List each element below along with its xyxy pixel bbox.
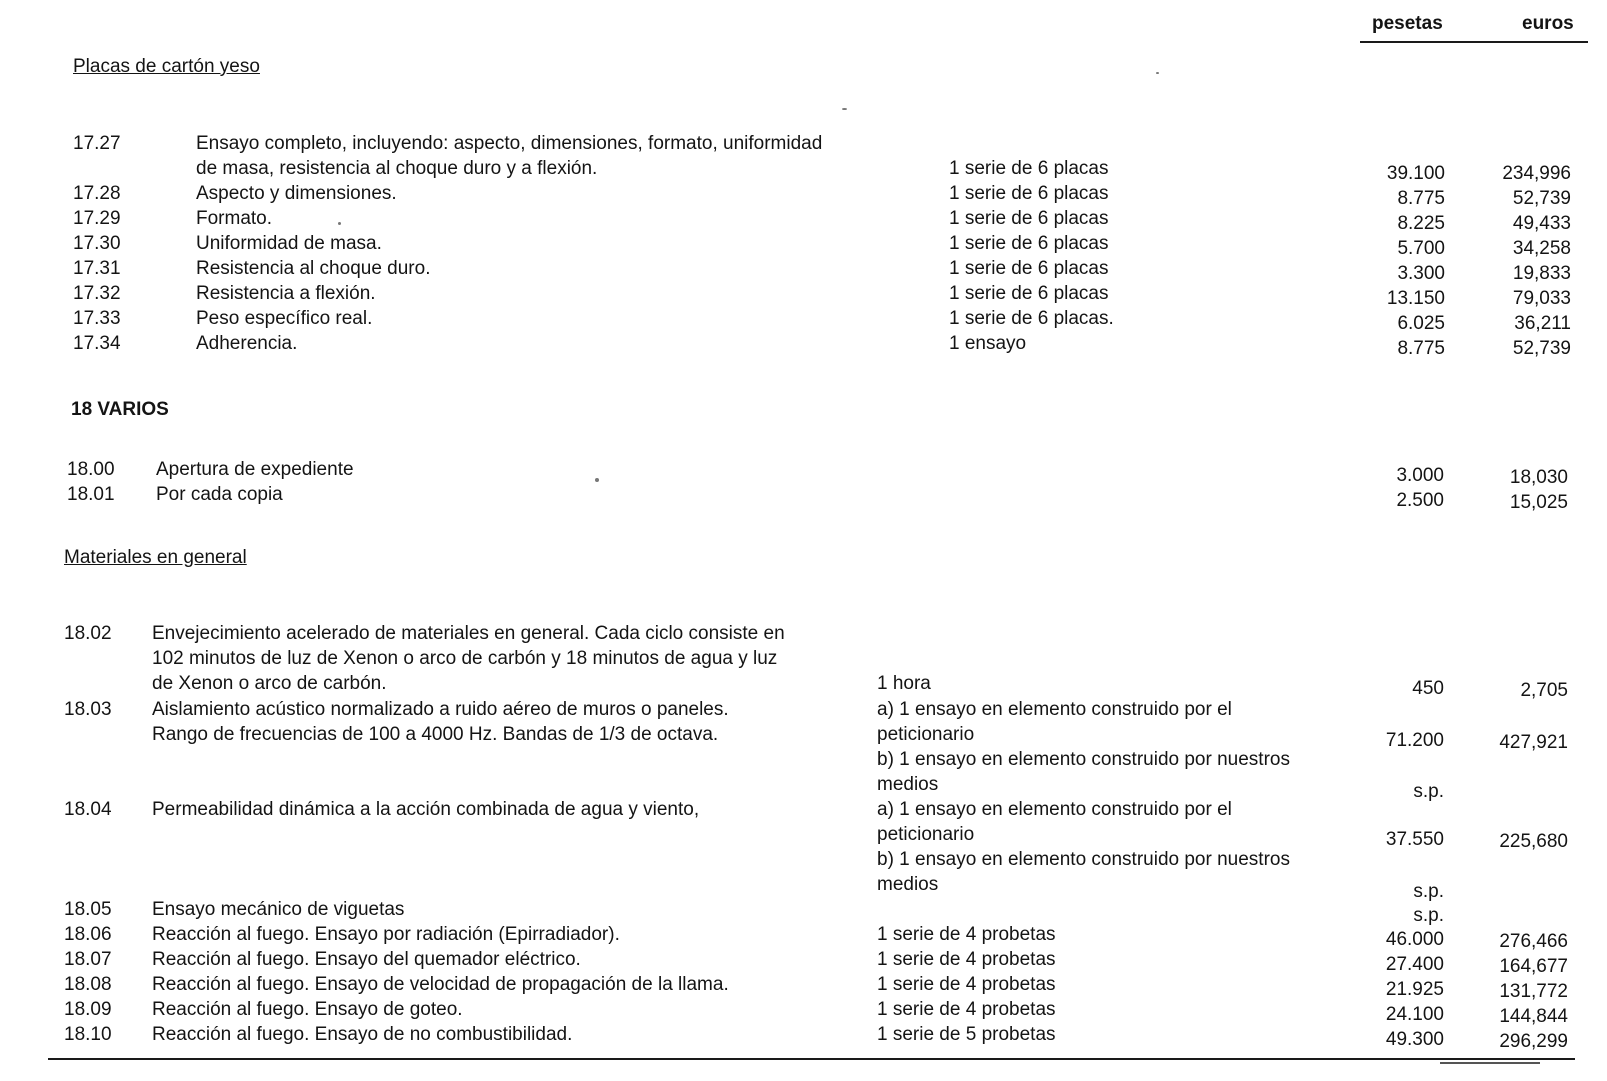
row-description: 102 minutos de luz de Xenon o arco de carbón y 18 minutos de agua y luz (152, 648, 778, 669)
row-euros: 296,299 (1499, 1031, 1568, 1052)
row-unit: b) 1 ensayo en elemento construido por nuestros (877, 749, 1290, 770)
header-rule (1360, 41, 1588, 43)
row-description: Uniformidad de masa. (196, 233, 382, 254)
row-unit: peticionario (877, 724, 975, 745)
row-unit: 1 ensayo (949, 333, 1027, 354)
row-code: 18.00 (67, 459, 115, 480)
row-euros: 15,025 (1509, 492, 1568, 513)
row-pesetas: 49.300 (1385, 1029, 1444, 1050)
row-unit: 1 serie de 6 placas (949, 183, 1109, 204)
row-unit: 1 serie de 4 probetas (877, 999, 1056, 1020)
row-description: Aspecto y dimensiones. (196, 183, 397, 204)
row-euros: 36,211 (1514, 313, 1571, 334)
row-unit: a) 1 ensayo en elemento construido por el (877, 799, 1232, 820)
column-header-pesetas: pesetas (1372, 13, 1443, 34)
row-description: Reacción al fuego. Ensayo de goteo. (152, 999, 463, 1020)
row-code: 18.09 (64, 999, 112, 1020)
row-pesetas: 27.400 (1385, 954, 1444, 975)
row-unit: 1 serie de 4 probetas (877, 974, 1056, 995)
row-description: Resistencia a flexión. (196, 283, 376, 304)
row-pesetas: 5.700 (1397, 238, 1445, 259)
row-unit: 1 serie de 6 placas (949, 233, 1109, 254)
row-pesetas: 3.000 (1396, 465, 1444, 486)
row-unit: 1 serie de 4 probetas (877, 949, 1056, 970)
row-code: 18.05 (64, 899, 112, 920)
row-pesetas: 13.150 (1386, 288, 1445, 309)
row-code: 17.32 (73, 283, 121, 304)
row-description: Apertura de expediente (156, 459, 354, 480)
row-pesetas: 37.550 (1385, 829, 1444, 850)
row-code: 17.34 (73, 333, 121, 354)
row-unit: 1 serie de 6 placas (949, 208, 1109, 229)
row-unit: 1 serie de 6 placas. (949, 308, 1114, 329)
row-euros: 19,833 (1512, 263, 1571, 284)
row-pesetas: 2.500 (1396, 490, 1444, 511)
row-description: Ensayo mecánico de viguetas (152, 899, 405, 920)
row-description: Ensayo completo, incluyendo: aspecto, dimensiones, formato, uniformidad (196, 133, 823, 154)
row-pesetas: 8.775 (1397, 338, 1445, 359)
row-unit: 1 hora (877, 673, 931, 694)
row-pesetas: 24.100 (1385, 1004, 1444, 1025)
row-pesetas: 46.000 (1385, 929, 1444, 950)
row-description: Reacción al fuego. Ensayo de velocidad de propagación de la llama. (152, 974, 729, 995)
row-unit: 1 serie de 4 probetas (877, 924, 1056, 945)
row-euros: 276,466 (1499, 931, 1568, 952)
row-description: Rango de frecuencias de 100 a 4000 Hz. Bandas de 1/3 de octava. (152, 724, 719, 745)
row-unit: medios (877, 774, 939, 795)
row-description: de Xenon o arco de carbón. (152, 673, 387, 694)
row-euros: 164,677 (1499, 956, 1568, 977)
row-description: Aislamiento acústico normalizado a ruido aéreo de muros o paneles. (152, 699, 729, 720)
row-pesetas: 450 (1412, 678, 1444, 699)
row-unit: a) 1 ensayo en elemento construido por el (877, 699, 1232, 720)
row-pesetas: 39.100 (1386, 163, 1445, 184)
row-description: Por cada copia (156, 484, 283, 505)
row-pesetas-b: s.p. (1413, 781, 1444, 802)
row-description: Envejecimiento acelerado de materiales en general. Cada ciclo consiste en (152, 623, 785, 644)
row-pesetas-b: s.p. (1413, 881, 1444, 902)
scan-speck (595, 478, 599, 482)
row-code: 17.29 (73, 208, 121, 229)
row-code: 17.28 (73, 183, 121, 204)
row-code: 18.07 (64, 949, 112, 970)
row-description: Peso específico real. (196, 308, 373, 329)
row-description: Permeabilidad dinámica a la acción combinada de agua y viento, (152, 799, 700, 820)
row-euros: 131,772 (1499, 981, 1568, 1002)
row-code: 18.06 (64, 924, 112, 945)
section-title-varios: 18 VARIOS (71, 399, 169, 420)
row-description: Reacción al fuego. Ensayo por radiación (Epirradiador). (152, 924, 620, 945)
row-euros: 79,033 (1512, 288, 1571, 309)
row-description: Reacción al fuego. Ensayo del quemador eléctrico. (152, 949, 581, 970)
row-description: Resistencia al choque duro. (196, 258, 431, 279)
row-unit: 1 serie de 6 placas (949, 158, 1109, 179)
section-title-materiales: Materiales en general (64, 547, 247, 568)
row-code: 17.27 (73, 133, 121, 154)
scan-speck (842, 108, 847, 110)
row-unit: 1 serie de 6 placas (949, 283, 1109, 304)
row-pesetas: 71.200 (1385, 730, 1444, 751)
row-description: Formato. (196, 208, 273, 229)
column-header-euros: euros (1522, 13, 1574, 34)
row-euros: 234,996 (1502, 163, 1571, 184)
scan-speck (1156, 72, 1159, 74)
row-euros: 34,258 (1512, 238, 1571, 259)
row-unit: 1 serie de 6 placas (949, 258, 1109, 279)
row-code: 17.30 (73, 233, 121, 254)
row-euros: 49,433 (1512, 213, 1571, 234)
row-unit: peticionario (877, 824, 975, 845)
row-euros: 427,921 (1499, 732, 1568, 753)
row-code: 18.10 (64, 1024, 112, 1045)
row-euros: 18,030 (1509, 467, 1568, 488)
row-code: 17.31 (73, 258, 121, 279)
row-code: 18.01 (67, 484, 115, 505)
section-title-placas: Placas de cartón yeso (73, 56, 260, 77)
row-code: 18.04 (64, 799, 112, 820)
row-code: 18.08 (64, 974, 112, 995)
row-euros: 52,739 (1512, 188, 1571, 209)
row-pesetas: 21.925 (1385, 979, 1444, 1000)
row-code: 17.33 (73, 308, 121, 329)
row-code: 18.02 (64, 623, 112, 644)
row-description: Reacción al fuego. Ensayo de no combustibilidad. (152, 1024, 573, 1045)
row-euros: 225,680 (1499, 831, 1568, 852)
row-euros: 2,705 (1520, 680, 1568, 701)
bottom-rule-accent (1440, 1062, 1540, 1064)
row-description: de masa, resistencia al choque duro y a flexión. (196, 158, 598, 179)
row-pesetas: s.p. (1413, 905, 1444, 926)
row-unit: b) 1 ensayo en elemento construido por nuestros (877, 849, 1290, 870)
row-code: 18.03 (64, 699, 112, 720)
row-euros: 144,844 (1499, 1006, 1568, 1027)
row-description: Adherencia. (196, 333, 298, 354)
row-euros: 52,739 (1512, 338, 1571, 359)
row-pesetas: 3.300 (1397, 263, 1445, 284)
scan-speck (338, 222, 341, 225)
row-pesetas: 6.025 (1397, 313, 1445, 334)
row-unit: medios (877, 874, 939, 895)
row-pesetas: 8.775 (1397, 188, 1445, 209)
row-unit: 1 serie de 5 probetas (877, 1024, 1056, 1045)
bottom-rule (48, 1058, 1575, 1060)
row-pesetas: 8.225 (1397, 213, 1445, 234)
